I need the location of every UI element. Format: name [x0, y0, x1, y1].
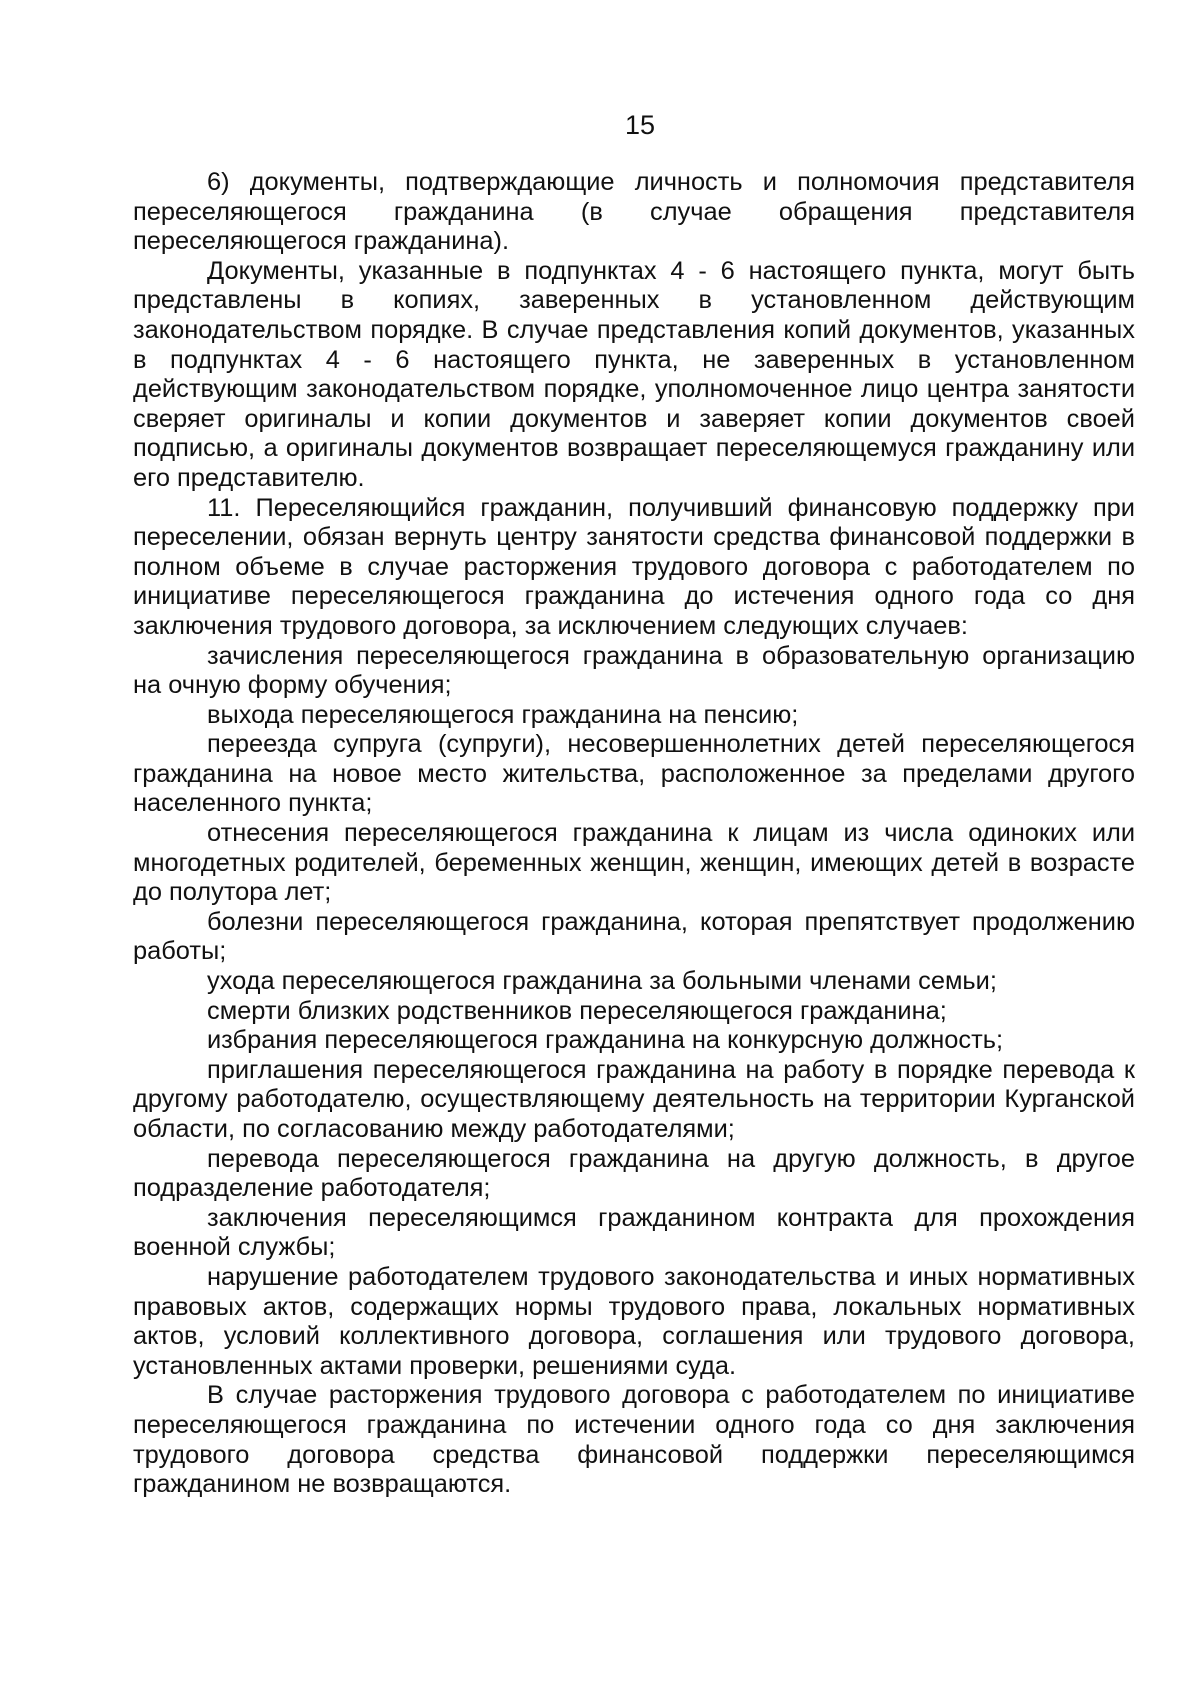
paragraph-no-refund: В случае расторжения трудового договора с работодателем по инициативе переселяющегося гражданина по истечении одного года со дня заключения трудового договора средства финансовой поддержки переселяющимся гражданином не возвращаются. [133, 1381, 1135, 1499]
exception-family-care: ухода переселяющегося гражданина за больными членами семьи; [207, 967, 997, 996]
paragraph-clause-11: 11. Переселяющийся гражданин, получивший финансовую поддержку при переселении, обязан вернуть центру занятости средства финансовой поддержки в полном объеме в случае расторжения трудового договора с работодателем по инициативе переселяющегося гражданина до истечения одного года со дня заключения трудового договора, за исключением следующих случаев: [133, 493, 1135, 640]
exception-retirement: выхода переселяющегося гражданина на пенсию; [207, 700, 799, 729]
exception-labor-law-violation: нарушение работодателем трудового законодательства и иных нормативных правовых актов, содержащих нормы трудового права, локальных нормативных актов, условий коллективного договора, соглашения или трудового договора, установленных актами проверки, решениями суда. [133, 1262, 1135, 1380]
exception-military-service: заключения переселяющимся гражданином контракта для прохождения военной службы; [133, 1203, 1135, 1262]
document-body [133, 168, 1135, 1500]
exception-illness: болезни переселяющегося гражданина, которая препятствует продолжению работы; [133, 907, 1135, 966]
exception-single-parents: отнесения переселяющегося гражданина к лицам из числа одиноких или многодетных родителей, беременных женщин, женщин, имеющих детей в возрасте до полутора лет; [133, 819, 1135, 907]
exception-transfer-employer: приглашения переселяющегося гражданина на работу в порядке перевода к другому работодателю, осуществляющему деятельность на территории Курганской области, по согласованию между работодателями; [133, 1055, 1135, 1143]
paragraph-item-6: 6) документы, подтверждающие личность и полномочия представителя переселяющегося гражданина (в случае обращения представителя переселяющегося гражданина). [133, 168, 1135, 256]
exception-transfer-position: перевода переселяющегося гражданина на другую должность, в другое подразделение работодателя; [133, 1144, 1135, 1203]
exception-competitive-position: избрания переселяющегося гражданина на конкурсную должность; [207, 1026, 1003, 1055]
exception-family-relocation: переезда супруга (супруги), несовершеннолетних детей переселяющегося гражданина на новое место жительства, расположенное за пределами другого населенного пункта; [133, 730, 1135, 818]
exception-enrollment: зачисления переселяющегося гражданина в образовательную организацию на очную форму обучения; [133, 641, 1135, 700]
paragraph-copies-of-documents: Документы, указанные в подпунктах 4 - 6 настоящего пункта, могут быть представлены в копиях, заверенных в установленном действующим законодательством порядке. В случае представления копий документов, указанных в подпунктах 4 - 6 настоящего пункта, не заверенных в установленном действующим законодательством порядке, уполномоченное лицо центра занятости сверяет оригиналы и копии документов и заверяет копии документов своей подписью, а оригиналы документов возвращает переселяющемуся гражданину или его представителю. [133, 256, 1135, 492]
page-number: 15 [624, 110, 656, 140]
exception-death-of-relatives: смерти близких родственников переселяющегося гражданина; [207, 996, 947, 1025]
